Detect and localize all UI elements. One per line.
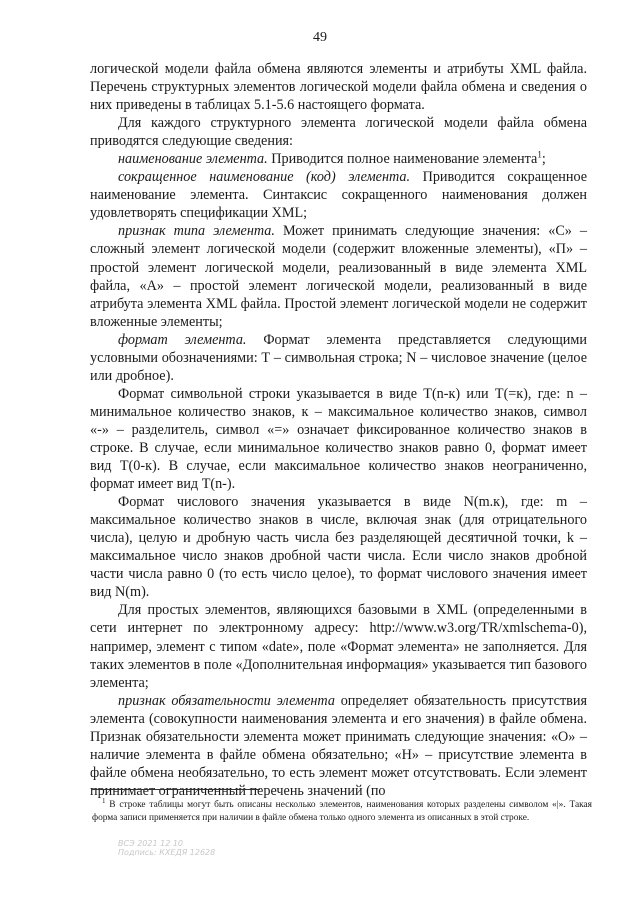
paragraph: признак типа элемента. Может принимать следующие значения: «С» – сложный элемент логической модели (содержит вложенные элементы), «П» – простой элемент логической модели, реализованный в виде элемента XML файла, «А» – простой элемент логической модели, реализованный в виде атрибута элемента XML файла. Простой элемент логической модели не содержит вложенные элементы; [90,223,587,330]
paragraph: Для каждого структурного элемента логической модели файла обмена приводятся следующие сведения: [90,115,587,150]
footnote-reference: 1 [537,149,542,160]
paragraph: наименование элемента. Приводится полное наименование элемента$^1$; [118,149,546,168]
paragraph: Для простых элементов, являющихся базовыми в XML (определенными в сети интернет по электронному адресу: http://www.w3.org/TR/xmlschema-0), например, элемент с типом «date», поле «Формат элемента» не заполняется. Для таких элементов в поле «Дополнительная информация» указывается тип базового элемента; [90,602,587,691]
paragraph: сокращенное наименование (код) элемента. Приводится сокращенное наименование элемента. Синтаксис сокращенного наименования должен удовлетворять спецификации XML; [90,169,588,222]
term-short-name: сокращенное наименование (код) элемента. [118,169,411,186]
footnote-mark: 1 [102,797,106,805]
paragraph: Формат числового значения указывается в виде N(m.к), где: m – максимальное количество знаков в числе, включая знак (для отрицательного числа), целую и дробную часть числа без разделяющей десятичной точки, k – максимальное число знаков дробной части числа. Если число знаков дробной части числа равно 0 (то есть число целое), то формат числового значения имеет вид N(m). [90,494,587,601]
paragraph: формат элемента. Формат элемента представляется следующими условными обозначениями: Т – символьная строка; N – числовое значение (целое или дробное). [90,331,587,384]
term-required-flag: признак обязательности элемента [118,692,335,709]
footnote [92,795,592,825]
term-element-name: наименование элемента. [118,151,268,168]
paragraph: признак обязательности элемента определяет обязательность присутствия элемента (совокупности наименования элемента и его значения) в файле обмена. Признак обязательности элемента может принимать следующие значения: «О» – наличие элемента в файле обмена обязательно; «Н» – присутствие элемента в файле обмена необязательно, то есть элемент может отсутствовать. Если элемент принимает ограниченный перечень значений (по [90,692,587,799]
paragraph: логической модели файла обмена являются элементы и атрибуты XML файла. Перечень структурных элементов логической модели файла обмена и сведения о них приведены в таблицах 5.1-5.6 настоящего формата. [90,61,587,114]
signature-stamp: ВСЭ 2021 12 10 Подпись: КХЕДЯ 12628 [118,839,216,857]
footnote-text: В строке таблицы могут быть описаны несколько элементов, наименования которых разделены символом «|». Такая форма записи применяется при наличии в файле обмена только одного элемента из описанных в этой строке. [92,800,592,824]
paragraph: Формат символьной строки указывается в виде Т(n-к) или Т(=к), где: n – минимальное количество знаков, к – максимальное количество знаков, символ «-» – разделитель, символ «=» означает фиксированное количество знаков в строке. В случае, если минимальное количество знаков равно 0, формат имеет вид Т(0-к). В случае, если максимальное количество знаков неограниченно, формат имеет вид Т(n-). [90,385,587,493]
page-number: 49 [313,30,327,45]
term-element-type: признак типа элемента. [118,223,275,240]
term-element-format: формат элемента. [118,331,247,348]
body-text [90,60,587,800]
footnote-divider [92,789,260,790]
